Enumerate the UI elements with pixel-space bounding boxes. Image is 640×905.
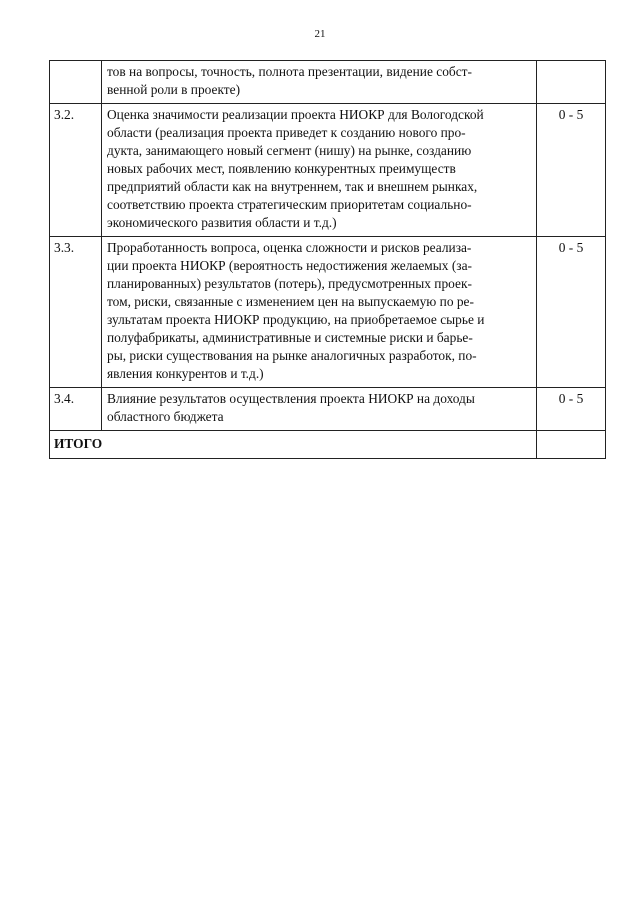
description-line: явления конкурентов и т.д.) [107,366,264,381]
description-line: том, риски, связанные с изменением цен на выпускаемую по ре- [107,294,474,309]
description-line: Оценка значимости реализации проекта НИОКР для Вологодской [107,107,484,122]
row-number: 3.3. [50,237,102,388]
row-number [50,61,102,104]
description-line: экономического развития области и т.д.) [107,215,337,230]
description-line: зультатам проекта НИОКР продукцию, на приобретаемое сырье и [107,312,485,327]
page-number: 21 [314,28,326,40]
row-description [102,388,537,431]
description-line: Влияние результатов осуществления проекта НИОКР на доходы [107,391,475,406]
total-row [50,431,606,459]
description-line: новых рабочих мест, появлению конкурентных преимуществ [107,161,456,176]
criteria-table [49,60,606,459]
description-line: области (реализация проекта приведет к созданию нового про- [107,125,466,140]
table-row [50,104,606,237]
total-score [537,431,606,459]
row-score [537,61,606,104]
description-line: ции проекта НИОКР (вероятность недостижения желаемых (за- [107,258,472,273]
row-score: 0 - 5 [537,104,606,237]
row-description [102,104,537,237]
description-line: соответствию проекта стратегическим приоритетам социально- [107,197,472,212]
description-line: дукта, занимающего новый сегмент (нишу) на рынке, созданию [107,143,472,158]
table-row [50,237,606,388]
description-line: предприятий области как на внутреннем, так и внешнем рынках, [107,179,478,194]
description-line: полуфабрикаты, административные и системные риски и барье- [107,330,473,345]
table-row [50,388,606,431]
row-number: 3.2. [50,104,102,237]
row-score: 0 - 5 [537,237,606,388]
description-line: венной роли в проекте) [107,82,241,97]
total-label: ИТОГО [50,431,537,459]
table-row [50,61,606,104]
row-number: 3.4. [50,388,102,431]
row-description [102,237,537,388]
row-score: 0 - 5 [537,388,606,431]
description-line: областного бюджета [107,409,224,424]
description-line: Проработанность вопроса, оценка сложности и рисков реализа- [107,240,472,255]
row-description [102,61,537,104]
description-line: планированных) результатов (потерь), предусмотренных проек- [107,276,472,291]
description-line: тов на вопросы, точность, полнота презентации, видение собст- [107,64,472,79]
description-line: ры, риски существования на рынке аналогичных разработок, по- [107,348,477,363]
